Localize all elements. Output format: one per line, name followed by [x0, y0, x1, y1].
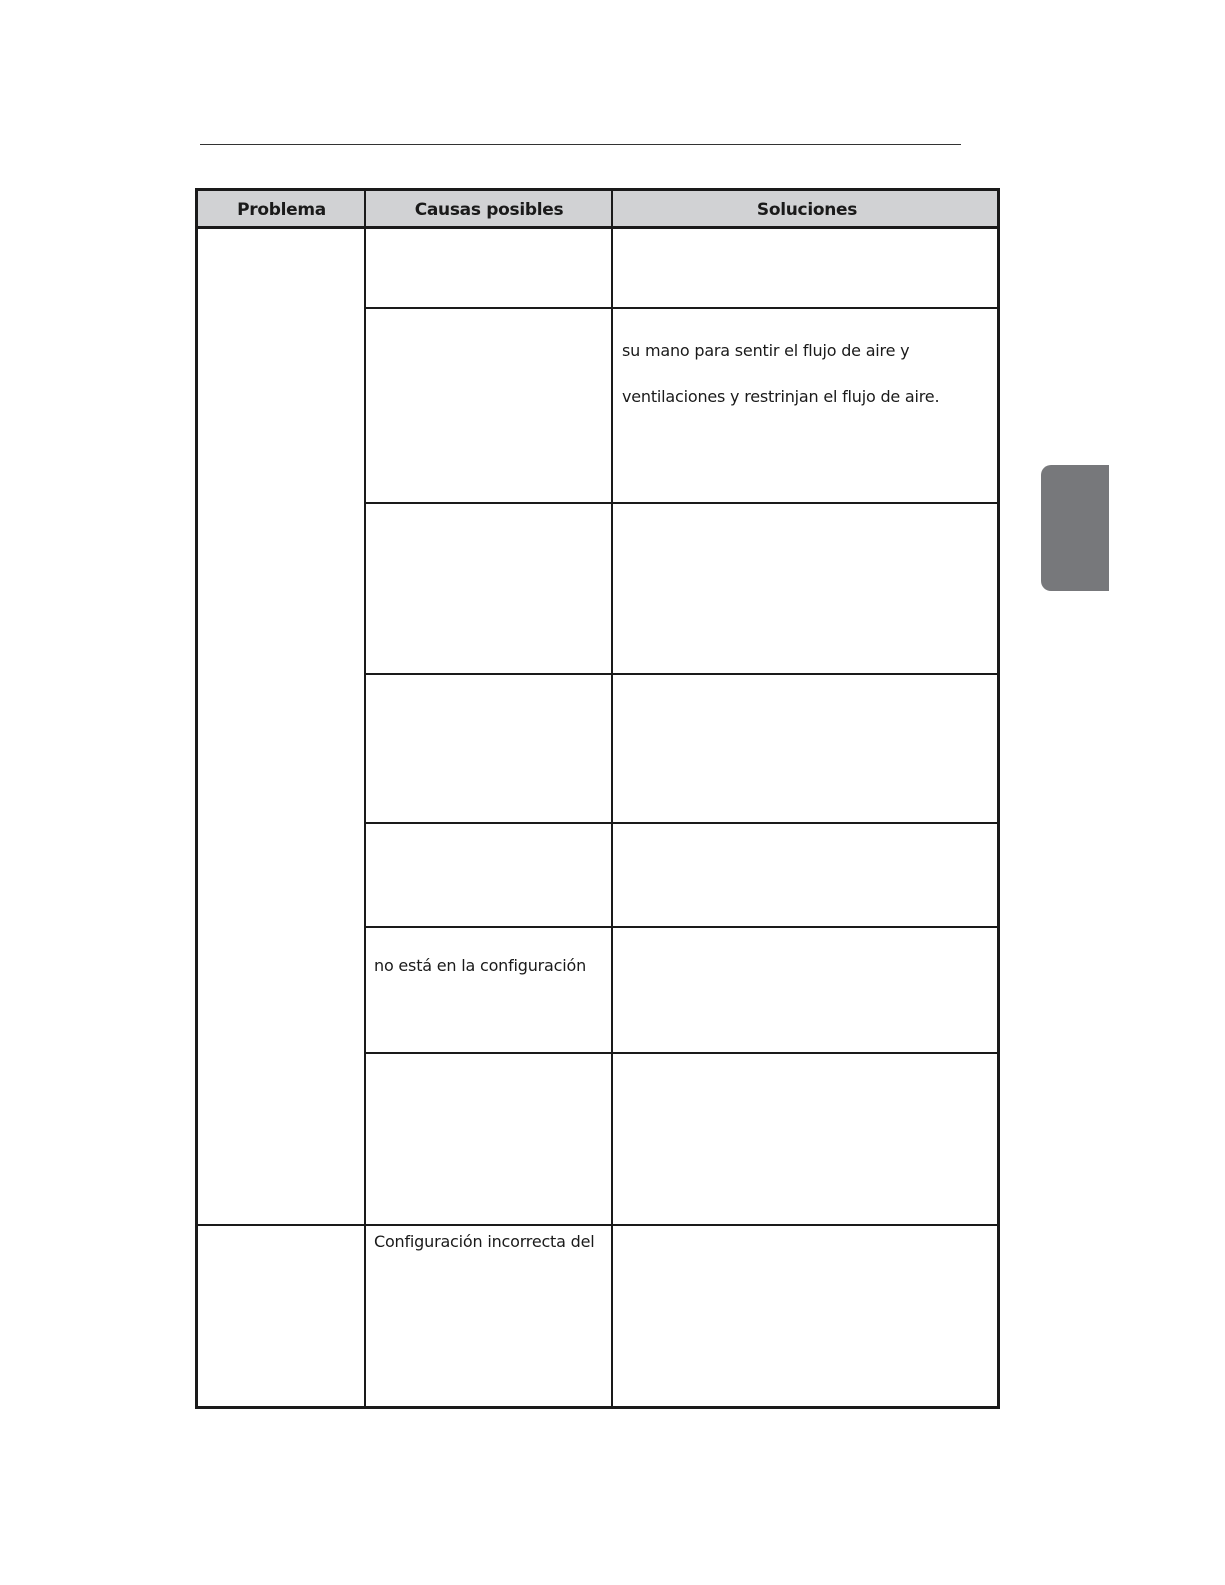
top-rule	[200, 144, 961, 145]
header-problema: Problema	[237, 200, 326, 220]
header-soluciones: Soluciones	[756, 200, 858, 220]
header-causas-posibles: Causas posibles	[414, 200, 564, 220]
cause-text-line: no está en la configuración	[374, 956, 587, 975]
problem-group-divider	[198, 1224, 997, 1226]
cause-text-line: Configuración incorrecta del	[374, 1232, 595, 1251]
solution-text-line: su mano para sentir el flujo de aire y	[622, 341, 910, 360]
row-divider	[365, 673, 997, 675]
row-divider	[365, 926, 997, 928]
section-side-tab	[1041, 465, 1109, 591]
table-header-row	[198, 191, 997, 229]
troubleshooting-table	[195, 188, 1000, 1409]
row-divider	[365, 1052, 997, 1054]
row-divider	[365, 502, 997, 504]
row-divider	[365, 307, 997, 309]
row-divider	[365, 822, 997, 824]
solution-text-line: ventilaciones y restrinjan el flujo de aire.	[622, 387, 940, 406]
